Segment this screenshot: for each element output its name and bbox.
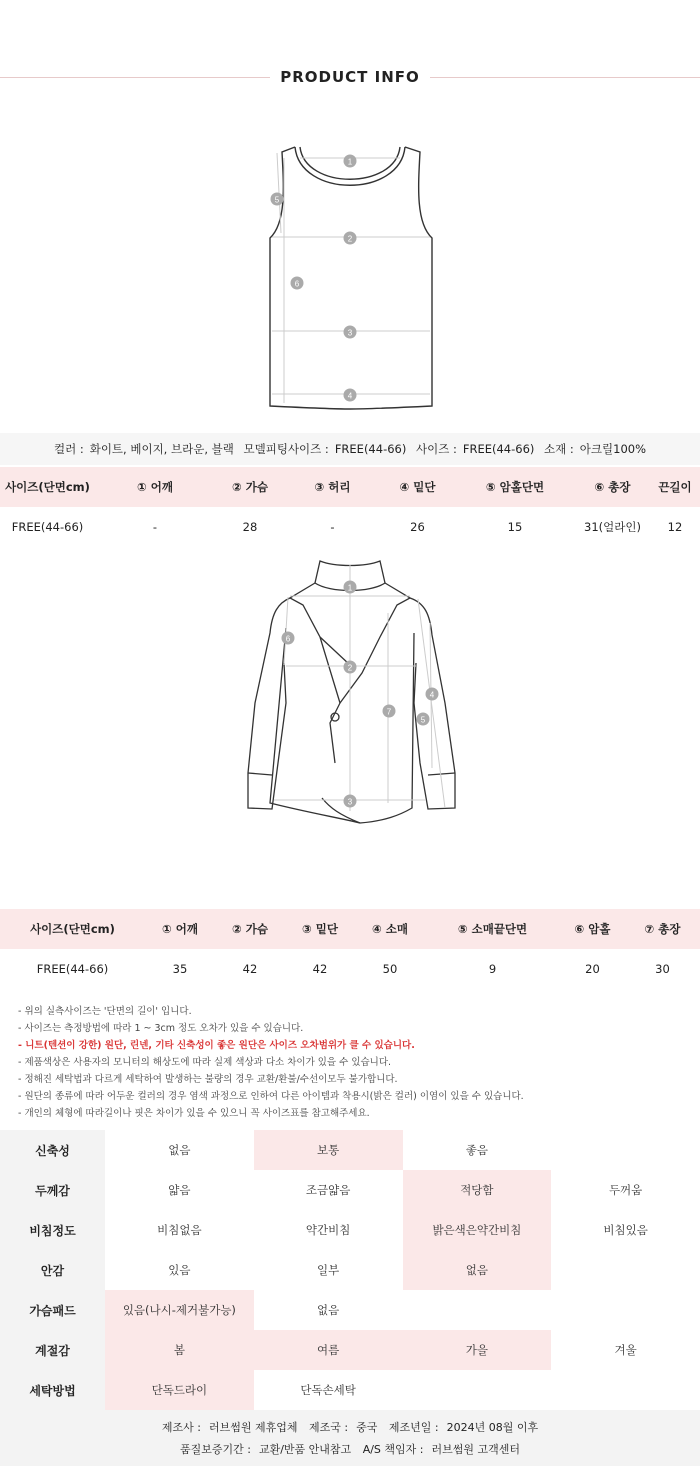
size-value: FREE(44-66): [462, 442, 535, 456]
svg-text:1: 1: [347, 157, 353, 167]
svg-text:6: 6: [285, 634, 291, 644]
attr-label: 세탁방법: [0, 1370, 105, 1410]
attr-option: 얇음: [168, 1183, 191, 1197]
footer-line-1: [0, 1419, 700, 1435]
header-waist: ③ 허리: [314, 480, 351, 494]
attr-option: 겨울: [614, 1343, 637, 1357]
attr-row-stretch: [0, 1130, 700, 1170]
marker-7: [383, 705, 396, 718]
cell-armhole: 20: [585, 962, 600, 976]
model-size-value: FREE(44-66): [334, 442, 407, 456]
attr-option: [403, 1370, 552, 1410]
marker-3: [344, 795, 357, 808]
attr-label: 안감: [0, 1250, 105, 1290]
date-label: 제조년일 :: [388, 1421, 439, 1434]
attr-option-selected: 단독드라이: [105, 1370, 254, 1410]
svg-text:3: 3: [347, 797, 353, 807]
cell-waist: -: [330, 520, 335, 534]
attr-option-selected: 적당함: [403, 1170, 552, 1210]
size-table-1-row: [0, 507, 700, 547]
svg-text:7: 7: [386, 707, 392, 717]
model-size-label: 모델피팅사이즈 :: [243, 442, 329, 456]
header-hem: ④ 밑단: [399, 480, 436, 494]
size-label: 사이즈 :: [416, 442, 457, 456]
marker-6: [282, 632, 295, 645]
note-line: - 정해진 세탁법과 다르게 세탁하여 발생하는 불량의 경우 교환/환불/수선이모두 불가합니다.: [18, 1074, 398, 1085]
attr-label: 계절감: [0, 1330, 105, 1370]
marker-5: [271, 193, 284, 206]
header-chest: ② 가슴: [232, 922, 268, 936]
attr-row-thickness: [0, 1170, 700, 1210]
attr-row-lining: [0, 1250, 700, 1290]
cell-size: FREE(44-66): [36, 962, 109, 976]
note-line: - 사이즈는 측정방법에 따라 1 ~ 3cm 정도 오차가 있을 수 있습니다.: [18, 1023, 304, 1034]
attr-option-selected: 봄: [105, 1330, 254, 1370]
header-armhole: ⑤ 암홀단면: [485, 480, 545, 494]
maker-label: 제조사 :: [161, 1421, 201, 1434]
attr-option-selected: 있음(나시-제거불가능): [105, 1290, 254, 1330]
attr-option: [551, 1370, 700, 1410]
header-strap: 끈길이: [658, 480, 692, 494]
note-line: - 위의 실측사이즈는 '단면의 길이' 입니다.: [18, 1006, 192, 1017]
attr-option: 없음: [317, 1303, 340, 1317]
cell-strap: 12: [667, 520, 683, 534]
attr-option: 비침없음: [157, 1223, 202, 1237]
attr-option: 좋음: [465, 1143, 488, 1157]
cell-length: 30: [655, 962, 670, 976]
header-length: ⑦ 총장: [644, 922, 681, 936]
size-table-2: [0, 909, 700, 989]
cell-hem: 42: [312, 962, 328, 976]
attr-option: 약간비침: [305, 1223, 351, 1237]
attr-option-selected: 가을: [403, 1330, 552, 1370]
fabric-attribute-table: [0, 1130, 700, 1410]
cell-shoulder: -: [152, 520, 158, 534]
header-size: 사이즈(단면cm): [5, 480, 90, 494]
header-chest: ② 가슴: [232, 480, 268, 494]
svg-text:6: 6: [294, 279, 300, 289]
marker-4: [344, 389, 357, 402]
cell-chest: 42: [242, 962, 258, 976]
cell-shoulder: 35: [172, 962, 188, 976]
marker-1: [344, 155, 357, 168]
svg-text:4: 4: [347, 391, 353, 401]
size-table-2-header: [0, 909, 700, 949]
warranty-value: 교환/반품 안내참고: [258, 1443, 352, 1456]
cell-hem: 26: [410, 520, 425, 534]
svg-text:1: 1: [347, 583, 353, 593]
marker-2: [344, 232, 357, 245]
cell-chest: 28: [242, 520, 258, 534]
attr-option: [551, 1250, 700, 1290]
cell-length: 31(얼라인): [584, 520, 641, 534]
manufacturer-footer: [0, 1410, 700, 1466]
attr-option: [551, 1130, 700, 1170]
header-hem: ③ 밑단: [302, 922, 338, 936]
material-label: 소재 :: [544, 442, 574, 456]
size-notes: [18, 1003, 678, 1122]
attr-option-selected: 여름: [254, 1330, 403, 1370]
header-armhole: ⑥ 암홀: [574, 922, 611, 936]
attr-row-washing: [0, 1370, 700, 1410]
header-length: ⑥ 총장: [594, 480, 631, 494]
warranty-label: 품질보증기간 :: [180, 1443, 251, 1456]
attr-label: 두께감: [0, 1170, 105, 1210]
top-measurement-diagram: [0, 138, 700, 418]
divider-right: [430, 77, 700, 78]
attr-row-sheerness: [0, 1210, 700, 1250]
header-sleeve: ④ 소매: [372, 922, 408, 936]
header-size: 사이즈(단면cm): [30, 922, 115, 936]
color-value: 화이트, 베이지, 브라운, 블랙: [89, 442, 234, 456]
marker-1: [344, 581, 357, 594]
cell-size: FREE(44-66): [11, 520, 84, 534]
date-value: 2024년 08월 이후: [446, 1421, 539, 1434]
marker-5: [417, 713, 430, 726]
header-shoulder: ① 어깨: [162, 922, 198, 936]
size-table-1-header: [0, 467, 700, 507]
as-label: A/S 책임자 :: [362, 1443, 424, 1456]
svg-text:3: 3: [347, 328, 353, 338]
attr-option-selected: 보통: [254, 1130, 403, 1170]
attr-label: 신축성: [0, 1130, 105, 1170]
jacket-measurement-diagram: [0, 553, 700, 843]
product-summary: [0, 433, 700, 465]
svg-text:2: 2: [347, 663, 353, 673]
attr-label: 가슴패드: [0, 1290, 105, 1330]
attr-option: 있음: [168, 1263, 191, 1277]
attr-row-chest-pad: [0, 1290, 700, 1330]
attr-option-selected: 밝은색은약간비침: [403, 1210, 552, 1250]
attr-option: 없음: [168, 1143, 191, 1157]
attr-option: [403, 1290, 552, 1330]
note-line: - 개인의 체형에 따라길이나 핏은 차이가 있을 수 있으니 꼭 사이즈표를 참고해주세요.: [18, 1108, 370, 1119]
marker-4: [426, 688, 439, 701]
product-info-header: [0, 0, 700, 100]
svg-text:4: 4: [429, 690, 435, 700]
material-value: 아크릴100%: [579, 442, 647, 456]
attr-option: 일부: [317, 1263, 340, 1277]
attr-option-selected: 없음: [403, 1250, 552, 1290]
svg-text:5: 5: [274, 195, 280, 205]
size-table-1: [0, 467, 700, 547]
svg-text:2: 2: [347, 234, 353, 244]
country-value: 중국: [356, 1421, 378, 1434]
country-label: 제조국 :: [309, 1421, 349, 1434]
note-line-highlight: - 니트(텐션이 강한) 원단, 린넨, 기타 신축성이 좋은 원단은 사이즈 오차범위가 클 수 있습니다.: [18, 1040, 415, 1051]
cell-cuff: 9: [488, 962, 497, 976]
svg-text:5: 5: [420, 715, 426, 725]
note-line: - 제품색상은 사용자의 모니터의 해상도에 따라 실제 색상과 다소 차이가 있을 수 있습니다.: [18, 1057, 392, 1068]
color-label: 컬러 :: [53, 442, 84, 456]
divider-left: [0, 77, 270, 78]
footer-line-2: [0, 1441, 700, 1457]
maker-value: 러브썸원 제휴업체: [209, 1421, 298, 1434]
attr-label: 비침정도: [0, 1210, 105, 1250]
header-shoulder: ① 어깨: [137, 480, 173, 494]
size-table-2-row: [0, 949, 700, 989]
marker-6: [291, 277, 304, 290]
marker-3: [344, 326, 357, 339]
section-title: PRODUCT INFO: [280, 68, 420, 86]
attr-option: [551, 1290, 700, 1330]
attr-option: 단독손세탁: [300, 1383, 356, 1397]
attr-option: 조금얇음: [305, 1183, 351, 1197]
as-value: 러브썸원 고객센터: [431, 1443, 520, 1456]
attr-option: 비침있음: [603, 1223, 648, 1237]
cell-sleeve: 50: [382, 962, 398, 976]
cell-armhole: 15: [507, 520, 523, 534]
attr-row-season: [0, 1330, 700, 1370]
attr-option: 두꺼움: [608, 1183, 643, 1197]
header-cuff: ⑤ 소매끝단면: [457, 922, 528, 936]
marker-2: [344, 661, 357, 674]
note-line: - 원단의 종류에 따라 어두운 컬러의 경우 염색 과정으로 인하여 다른 아이템과 착용시(밝은 컬러) 이염이 있을 수 있습니다.: [18, 1091, 524, 1102]
